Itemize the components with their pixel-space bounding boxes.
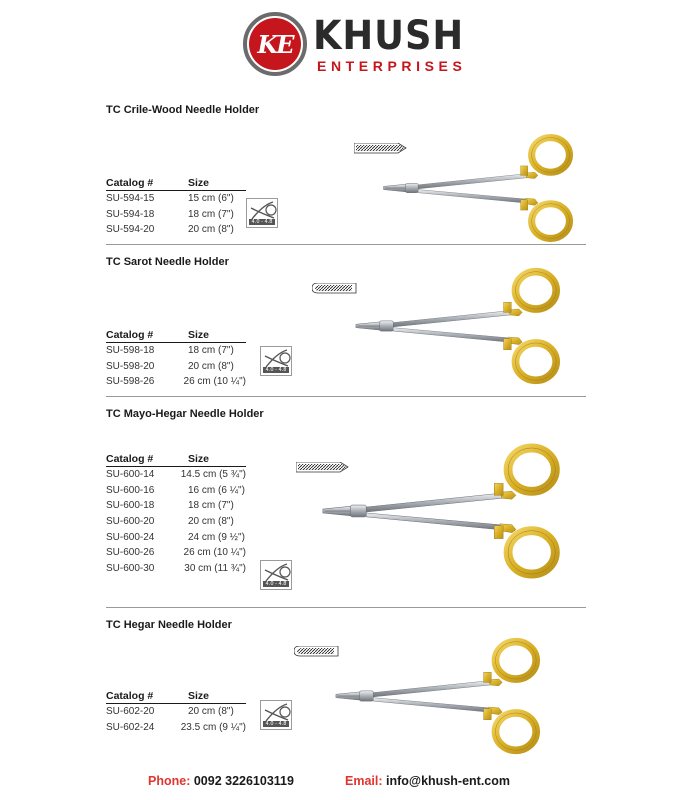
catalog-column-header: Catalog # — [106, 177, 154, 189]
size-value: 30 cm (11 ¾") — [184, 563, 246, 575]
table-row — [106, 704, 246, 720]
needle-range-badge — [260, 560, 292, 590]
phone-label: Phone: — [148, 774, 191, 788]
catalog-code: SU-602-24 — [106, 721, 155, 733]
catalog-code: SU-598-18 — [106, 345, 155, 356]
catalog-table-crile-wood — [106, 176, 246, 238]
email-label: Email: — [345, 774, 383, 788]
phone-contact — [148, 774, 294, 788]
section-title-hegar: TC Hegar Needle Holder — [106, 619, 232, 631]
catalog-column-header: Catalog # — [106, 329, 154, 341]
catalog-table-header — [106, 452, 246, 467]
size-value: 20 cm (8") — [188, 516, 234, 528]
table-row — [106, 207, 246, 223]
company-logo — [243, 12, 467, 76]
size-value: 15 cm (6") — [188, 193, 234, 204]
section-title-sarot: TC Sarot Needle Holder — [106, 256, 229, 268]
needle-range-badge — [260, 700, 292, 730]
table-row — [106, 483, 246, 499]
size-value: 18 cm (7") — [188, 345, 234, 356]
needle-range-badge — [260, 346, 292, 376]
catalog-code: SU-594-15 — [106, 193, 155, 204]
table-row — [106, 514, 246, 530]
size-value: 26 cm (10 ¼") — [183, 376, 246, 388]
catalog-code: SU-598-26 — [106, 376, 155, 388]
size-value: 18 cm (7") — [188, 208, 234, 220]
logo-emblem — [243, 12, 307, 76]
section-divider — [106, 244, 586, 245]
mayo-hegar-instrument-image — [296, 446, 596, 576]
size-value: 14.5 cm (5 ¾") — [180, 469, 246, 480]
catalog-code: SU-600-30 — [106, 563, 155, 575]
section-title-crile-wood: TC Crile-Wood Needle Holder — [106, 104, 260, 116]
table-row — [106, 467, 246, 483]
badge-label: 4.0 - 4.8 — [263, 721, 289, 727]
hegar-instrument-image — [294, 640, 590, 752]
badge-label: 4.0 - 4.8 — [249, 219, 275, 225]
badge-label: 4.0 - 4.8 — [263, 367, 289, 373]
section-title-mayo-hegar: TC Mayo-Hegar Needle Holder — [106, 408, 264, 420]
catalog-table-header — [106, 328, 246, 343]
catalog-table-header — [106, 689, 246, 704]
size-value: 26 cm (10 ¼") — [183, 547, 246, 559]
sarot-instrument-image — [314, 270, 610, 382]
crile-wood-instrument-image — [352, 136, 612, 240]
table-row — [106, 561, 246, 577]
catalog-code: SU-600-24 — [106, 531, 155, 543]
brand-subtitle: ENTERPRISES — [317, 58, 467, 74]
table-row — [106, 374, 246, 390]
badge-label: 4.0 - 4.8 — [263, 581, 289, 587]
section-divider — [106, 607, 586, 608]
catalog-code: SU-600-20 — [106, 516, 155, 528]
brand-name: KHUSH — [313, 13, 465, 59]
size-column-header: Size — [188, 453, 210, 465]
size-value: 18 cm (7") — [188, 500, 234, 512]
catalog-table-mayo-hegar — [106, 452, 246, 577]
size-value: 24 cm (9 ½") — [188, 531, 245, 543]
phone-number[interactable]: 0092 3226103119 — [193, 774, 294, 788]
size-value: 20 cm (8") — [188, 360, 234, 372]
catalog-table-header — [106, 176, 246, 191]
catalog-code: SU-600-26 — [106, 547, 155, 559]
catalog-code: SU-602-20 — [106, 706, 155, 717]
logo-mark: KE — [249, 18, 301, 70]
table-row — [106, 720, 246, 736]
section-divider — [106, 396, 586, 397]
catalog-code: SU-600-18 — [106, 500, 155, 512]
needle-range-badge — [246, 198, 278, 228]
catalog-code: SU-600-16 — [106, 484, 155, 496]
catalog-column-header: Catalog # — [106, 690, 154, 702]
catalog-table-sarot — [106, 328, 246, 390]
table-row — [106, 545, 246, 561]
catalog-code: SU-594-20 — [106, 224, 155, 236]
size-column-header: Size — [188, 177, 210, 189]
size-column-header: Size — [188, 690, 210, 702]
catalog-code: SU-598-20 — [106, 360, 155, 372]
table-row — [106, 222, 246, 238]
table-row — [106, 498, 246, 514]
email-address[interactable]: info@khush-ent.com — [386, 774, 510, 788]
table-row — [106, 191, 246, 207]
size-value: 23.5 cm (9 ¼") — [180, 721, 246, 733]
size-value: 20 cm (8") — [188, 706, 234, 717]
catalog-code: SU-600-14 — [106, 469, 155, 480]
table-row — [106, 530, 246, 546]
size-value: 16 cm (6 ¼") — [188, 484, 245, 496]
table-row — [106, 359, 246, 375]
size-value: 20 cm (8") — [188, 224, 234, 236]
size-column-header: Size — [188, 329, 210, 341]
catalog-table-hegar — [106, 689, 246, 735]
email-contact — [345, 774, 510, 788]
catalog-column-header: Catalog # — [106, 453, 154, 465]
table-row — [106, 343, 246, 359]
catalog-code: SU-594-18 — [106, 208, 155, 220]
